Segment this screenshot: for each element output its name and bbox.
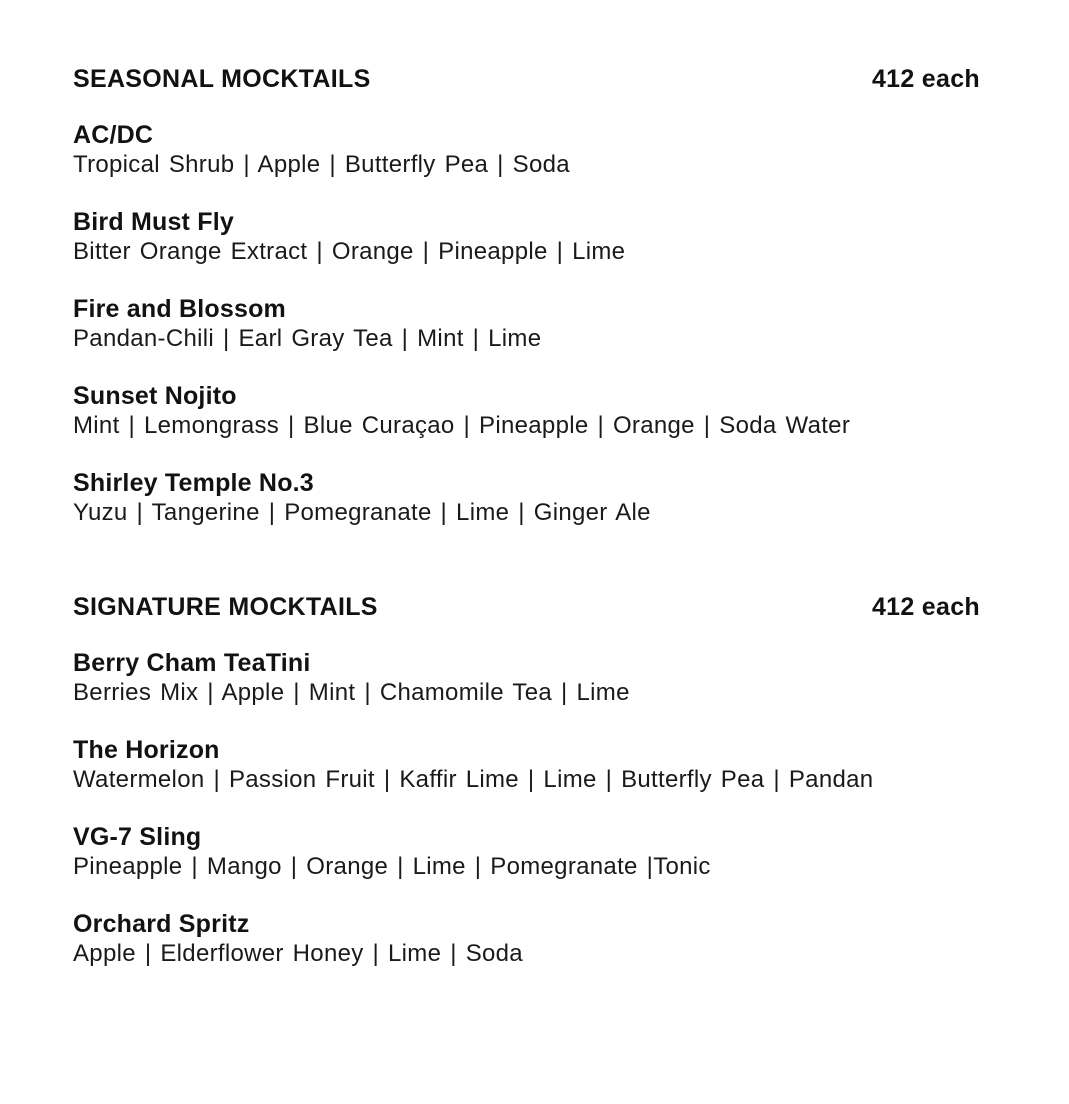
section-header: [73, 592, 980, 622]
item-name: Berry Cham TeaTini: [73, 649, 311, 677]
section-signature-mocktails: [73, 592, 980, 969]
item-name: Fire and Blossom: [73, 295, 286, 323]
item-ingredients: Tropical Shrub | Apple | Butterfly Pea | Soda: [73, 151, 570, 178]
item-ingredients: Mint | Lemongrass | Blue Curaçao | Pineapple | Orange | Soda Water: [73, 412, 851, 439]
menu-item-berry-cham-teatini: [73, 648, 980, 708]
menu-item-orchard-spritz: [73, 909, 980, 969]
section-title: SIGNATURE MOCKTAILS: [73, 593, 378, 621]
item-name: The Horizon: [73, 736, 220, 764]
item-name: VG-7 Sling: [73, 823, 202, 851]
section-header: [73, 64, 980, 94]
item-ingredients: Yuzu | Tangerine | Pomegranate | Lime | Ginger Ale: [73, 499, 651, 526]
section-price: 412 each: [871, 65, 980, 93]
item-name: Sunset Nojito: [73, 382, 237, 410]
menu-item-vg7-sling: [73, 822, 980, 882]
section-seasonal-mocktails: [73, 64, 980, 528]
section-title: SEASONAL MOCKTAILS: [73, 65, 371, 93]
item-name: Orchard Spritz: [73, 910, 250, 938]
item-ingredients: Apple | Elderflower Honey | Lime | Soda: [73, 940, 523, 967]
item-name: AC/DC: [73, 121, 154, 149]
menu-item-fire-and-blossom: [73, 294, 980, 354]
menu-item-sunset-nojito: [73, 381, 980, 441]
menu-item-bird-must-fly: [73, 207, 980, 267]
section-price: 412 each: [871, 593, 980, 621]
menu-item-the-horizon: [73, 735, 980, 795]
item-ingredients: Berries Mix | Apple | Mint | Chamomile Tea | Lime: [73, 679, 630, 706]
item-name: Shirley Temple No.3: [73, 469, 314, 497]
item-ingredients: Watermelon | Passion Fruit | Kaffir Lime | Lime | Butterfly Pea | Pandan: [73, 766, 874, 793]
item-ingredients: Pineapple | Mango | Orange | Lime | Pomegranate |Tonic: [73, 853, 711, 880]
item-name: Bird Must Fly: [73, 208, 234, 236]
menu-item-shirley-temple-no3: [73, 468, 980, 528]
menu-item-acdc: [73, 120, 980, 180]
item-ingredients: Bitter Orange Extract | Orange | Pineapple | Lime: [73, 238, 626, 265]
item-ingredients: Pandan-Chili | Earl Gray Tea | Mint | Lime: [73, 325, 542, 352]
